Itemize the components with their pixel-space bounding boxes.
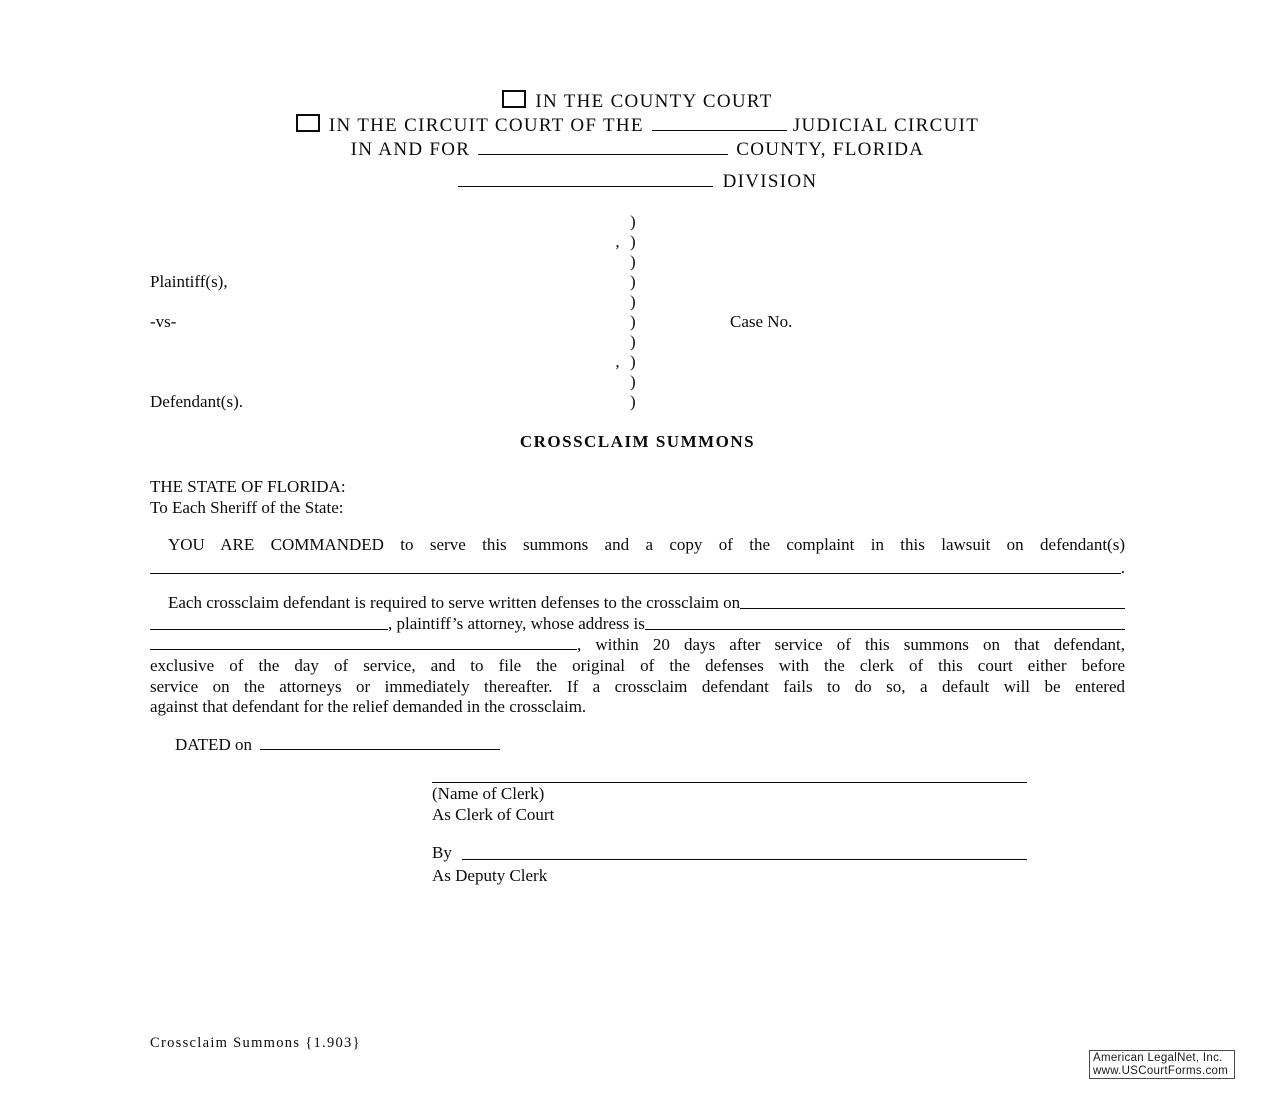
caption-row <box>150 292 1125 312</box>
caption-paren: ) <box>630 352 636 371</box>
caption-paren: ) <box>630 392 636 411</box>
form-content <box>150 0 1125 886</box>
caption-row <box>150 312 1125 332</box>
attorney-name-blank-field-1[interactable] <box>740 608 1125 609</box>
division-line <box>150 170 1125 194</box>
clerk-signature-block <box>432 782 1027 886</box>
attorney-address-blank-field-2[interactable] <box>150 649 577 650</box>
in-and-for-pre-label: IN AND FOR <box>350 139 471 160</box>
defense-line-2 <box>150 613 1125 634</box>
circuit-court-pre-label: IN THE CIRCUIT COURT OF THE <box>328 115 644 136</box>
defendants-blank-field[interactable] <box>150 573 1121 574</box>
county-court-line <box>150 90 1125 114</box>
caption-row <box>150 252 1125 272</box>
county-name-blank-field[interactable] <box>478 154 728 155</box>
case-caption <box>150 212 1125 412</box>
division-blank-field[interactable] <box>458 186 713 187</box>
defense-line-3-text: , within 20 days after service of this summons on that defendant, <box>577 635 1125 654</box>
defense-line-2-text: , plaintiff’s attorney, whose address is <box>388 614 645 633</box>
legalnet-company-line: American LegalNet, Inc. <box>1093 1052 1223 1064</box>
dated-label: DATED on <box>175 735 252 754</box>
circuit-court-line <box>150 114 1125 138</box>
caption-paren: ) <box>630 272 636 291</box>
attorney-address-blank-field-1[interactable] <box>645 629 1125 630</box>
period-text: . <box>1120 558 1125 577</box>
defense-paragraph <box>150 592 1125 718</box>
case-no-label: Case No. <box>730 312 793 331</box>
as-deputy-clerk-caption: As Deputy Clerk <box>432 866 548 885</box>
caption-paren: ) <box>630 372 636 391</box>
dated-line <box>150 734 1125 756</box>
caption-paren: ) <box>630 212 636 231</box>
caption-row <box>150 212 1125 232</box>
caption-row: , ) <box>150 232 1125 252</box>
caption-row: , ) <box>150 352 1125 372</box>
deputy-clerk-signature-line[interactable] <box>462 859 1027 860</box>
legalnet-url-line: www.USCourtForms.com <box>1093 1064 1229 1077</box>
caption-row <box>150 332 1125 352</box>
legalnet-stamp <box>1089 1050 1235 1079</box>
defense-line-4: exclusive of the day of service, and to file the original of the defenses with the clerk of this court either before <box>150 656 1125 675</box>
caption-row <box>150 392 1125 412</box>
county-court-checkbox[interactable] <box>502 90 526 108</box>
defendants-blank-row <box>150 556 1125 578</box>
by-signature-row <box>432 842 1027 864</box>
caption-paren: ) <box>630 332 636 351</box>
date-blank-field[interactable] <box>260 749 500 750</box>
defense-line-1-text: Each crossclaim defendant is required to serve written defenses to the crossclaim on <box>168 593 741 612</box>
caption-row <box>150 372 1125 392</box>
county-court-label: IN THE COUNTY COURT <box>535 91 773 112</box>
document-title: CROSSCLAIM SUMMONS <box>519 432 756 451</box>
caption-paren: ) <box>630 232 636 251</box>
in-and-for-post-label: COUNTY, FLORIDA <box>736 139 925 160</box>
defendant-label: Defendant(s). <box>150 392 243 411</box>
command-paragraph: YOU ARE COMMANDED to serve this summons and a copy of the complaint in this lawsuit on defendant(s) <box>168 535 1125 554</box>
defense-line-3 <box>150 634 1125 655</box>
state-of-florida-line: THE STATE OF FLORIDA: <box>150 477 346 496</box>
sheriff-line: To Each Sheriff of the State: <box>150 498 344 517</box>
judicial-circuit-blank-field[interactable] <box>652 130 787 131</box>
in-and-for-line <box>150 138 1125 162</box>
name-of-clerk-caption: (Name of Clerk) <box>432 784 545 803</box>
caption-paren: ) <box>630 292 636 311</box>
caption-paren: ) <box>630 252 636 271</box>
court-header <box>150 0 1125 194</box>
defense-line-1 <box>150 592 1125 613</box>
attorney-name-blank-field-2[interactable] <box>150 629 388 630</box>
defense-line-5: service on the attorneys or immediately thereafter. If a crossclaim defendant fails to do so, a default will be entered <box>150 677 1125 696</box>
circuit-court-checkbox[interactable] <box>296 114 320 132</box>
plaintiff-label: Plaintiff(s), <box>150 272 228 291</box>
as-clerk-of-court-caption: As Clerk of Court <box>432 805 555 824</box>
circuit-court-post-label: JUDICIAL CIRCUIT <box>792 115 980 136</box>
addressee-block <box>150 476 1125 518</box>
division-label: DIVISION <box>722 171 818 192</box>
vs-label: -vs- <box>150 312 177 331</box>
caption-paren: ) <box>630 312 636 331</box>
defense-line-6: against that defendant for the relief demanded in the crossclaim. <box>150 697 587 716</box>
caption-row <box>150 272 1125 292</box>
by-label: By <box>432 843 452 862</box>
form-id-footer: Crossclaim Summons {1.903} <box>150 1035 361 1051</box>
